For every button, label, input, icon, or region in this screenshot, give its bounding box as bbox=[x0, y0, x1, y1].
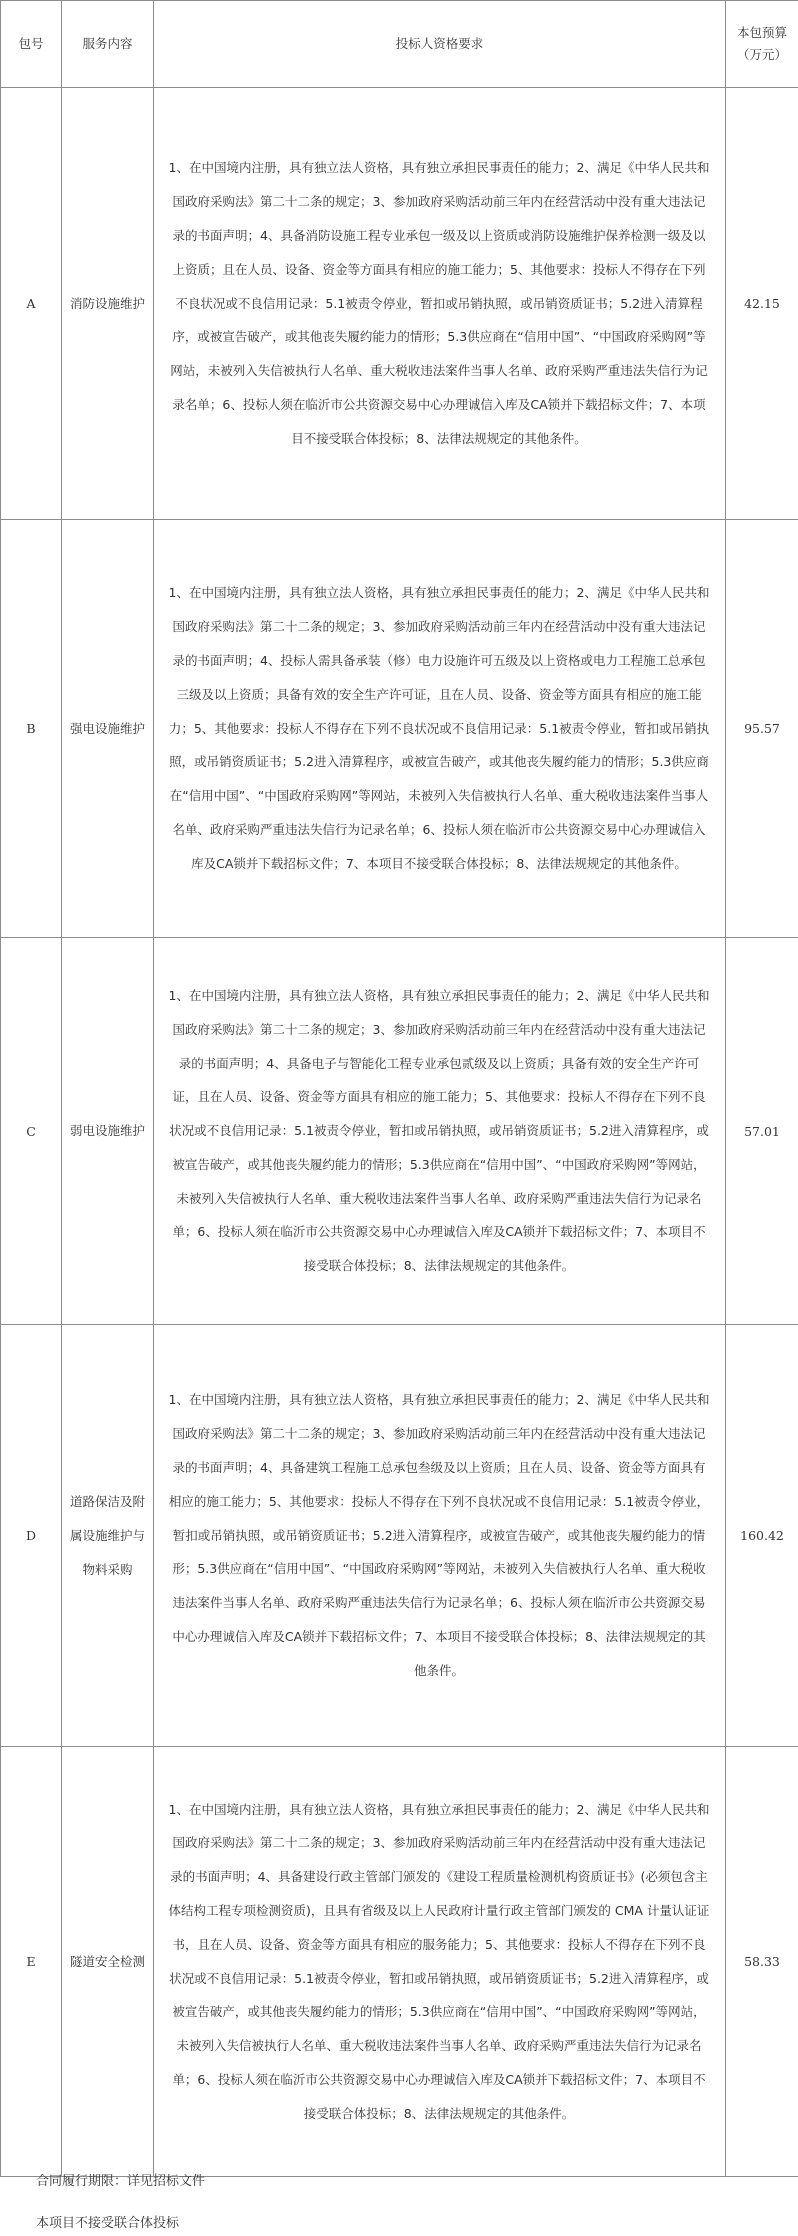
budget-cell: 57.01 bbox=[726, 938, 798, 1325]
table-row bbox=[1, 1747, 798, 2177]
service-cell: 隧道安全检测 bbox=[62, 1747, 154, 2177]
header-pkg: 包号 bbox=[1, 1, 62, 88]
contract-period-text: 合同履行期限：详见招标文件 bbox=[36, 2174, 206, 2189]
budget-cell: 95.57 bbox=[726, 520, 798, 938]
pkg-cell: E bbox=[1, 1747, 62, 2177]
header-requirements: 投标人资格要求 bbox=[154, 1, 726, 88]
header-budget: 本包预算（万元） bbox=[726, 1, 798, 88]
budget-cell: 58.33 bbox=[726, 1747, 798, 2177]
table-row bbox=[1, 520, 798, 938]
pkg-cell: B bbox=[1, 520, 62, 938]
header-service: 服务内容 bbox=[62, 1, 154, 88]
pkg-cell: A bbox=[1, 88, 62, 520]
budget-cell: 42.15 bbox=[726, 88, 798, 520]
service-cell: 弱电设施维护 bbox=[62, 938, 154, 1325]
requirements-cell: 1、在中国境内注册，具有独立法人资格，具有独立承担民事责任的能力；2、满足《中华人民共和国政府采购法》第二十二条的规定；3、参加政府采购活动前三年内在经营活动中没有重大违法记录的书面声明；4、投标人需具备承装（修）电力设施许可五级及以上资格或电力工程施工总承包三级及以上资质；具备有效的安全生产许可证，且在人员、设备、资金等方面具有相应的施工能力；5、其他要求：投标人不得存在下列不良状况或不良信用记录：5.1被责令停业，暂扣或吊销执照，或吊销资质证书；5.2进入清算程序，或被宣告破产，或其他丧失履约能力的情形；5.3供应商在“信用中国”、“中国政府采购网”等网站，未被列入失信被执行人名单、重大税收违法案件当事人名单、政府采购严重违法失信行为记录名单；6、投标人须在临沂市公共资源交易中心办理诚信入库及CA锁并下载招标文件；7、本项目不接受联合体投标；8、法律法规规定的其他条件。 bbox=[154, 520, 726, 938]
service-cell: 强电设施维护 bbox=[62, 520, 154, 938]
requirements-cell: 1、在中国境内注册，具有独立法人资格，具有独立承担民事责任的能力；2、满足《中华人民共和国政府采购法》第二十二条的规定；3、参加政府采购活动前三年内在经营活动中没有重大违法记录的书面声明；4、具备建设行政主管部门颁发的《建设工程质量检测机构资质证书》(必须包含主体结构工程专项检测资质)，且具有省级及以上人民政府计量行政主管部门颁发的 CMA 计量认证证书，且在人员、设备、资金等方面具有相应的服务能力；5、其他要求：投标人不得存在下列不良状况或不良信用记录：5.1被责令停业，暂扣或吊销执照，或吊销资质证书；5.2进入清算程序，或被宣告破产，或其他丧失履约能力的情形；5.3供应商在“信用中国”、“中国政府采购网”等网站，未被列入失信被执行人名单、重大税收违法案件当事人名单、政府采购严重违法失信行为记录名单；6、投标人须在临沂市公共资源交易中心办理诚信入库及CA锁并下载招标文件；7、本项目不接受联合体投标；8、法律法规规定的其他条件。 bbox=[154, 1747, 726, 2177]
requirements-cell: 1、在中国境内注册，具有独立法人资格，具有独立承担民事责任的能力；2、满足《中华人民共和国政府采购法》第二十二条的规定；3、参加政府采购活动前三年内在经营活动中没有重大违法记录的书面声明；4、具备建筑工程施工总承包叁级及以上资质；且在人员、设备、资金等方面具有相应的施工能力；5、其他要求：投标人不得存在下列不良状况或不良信用记录：5.1被责令停业，暂扣或吊销执照，或吊销资质证书；5.2进入清算程序，或被宣告破产，或其他丧失履约能力的情形；5.3供应商在“信用中国”、“中国政府采购网”等网站，未被列入失信被执行人名单、重大税收违法案件当事人名单、政府采购严重违法失信行为记录名单；6、投标人须在临沂市公共资源交易中心办理诚信入库及CA锁并下载招标文件；7、本项目不接受联合体投标；8、法律法规规定的其他条件。 bbox=[154, 1325, 726, 1747]
pkg-cell: C bbox=[1, 938, 62, 1325]
table-row bbox=[1, 88, 798, 520]
table-header-row bbox=[1, 1, 798, 88]
requirements-cell: 1、在中国境内注册，具有独立法人资格，具有独立承担民事责任的能力；2、满足《中华人民共和国政府采购法》第二十二条的规定；3、参加政府采购活动前三年内在经营活动中没有重大违法记录的书面声明；4、具备电子与智能化工程专业承包贰级及以上资质；具备有效的安全生产许可证，且在人员、设备、资金等方面具有相应的施工能力；5、其他要求：投标人不得存在下列不良状况或不良信用记录：5.1被责令停业，暂扣或吊销执照，或吊销资质证书；5.2进入清算程序，或被宣告破产，或其他丧失履约能力的情形；5.3供应商在“信用中国”、“中国政府采购网”等网站，未被列入失信被执行人名单、重大税收违法案件当事人名单、政府采购严重违法失信行为记录名单；6、投标人须在临沂市公共资源交易中心办理诚信入库及CA锁并下载招标文件；7、本项目不接受联合体投标；8、法律法规规定的其他条件。 bbox=[154, 938, 726, 1325]
requirements-cell: 1、在中国境内注册，具有独立法人资格，具有独立承担民事责任的能力；2、满足《中华人民共和国政府采购法》第二十二条的规定；3、参加政府采购活动前三年内在经营活动中没有重大违法记录的书面声明；4、具备消防设施工程专业承包一级及以上资质或消防设施维护保养检测一级及以上资质；且在人员、设备、资金等方面具有相应的施工能力；5、其他要求：投标人不得存在下列不良状况或不良信用记录：5.1被责令停业，暂扣或吊销执照，或吊销资质证书；5.2进入清算程序，或被宣告破产，或其他丧失履约能力的情形；5.3供应商在“信用中国”、“中国政府采购网”等网站，未被列入失信被执行人名单、重大税收违法案件当事人名单、政府采购严重违法失信行为记录名单；6、投标人须在临沂市公共资源交易中心办理诚信入库及CA锁并下载招标文件；7、本项目不接受联合体投标；8、法律法规规定的其他条件。 bbox=[154, 88, 726, 520]
pkg-cell: D bbox=[1, 1325, 62, 1747]
table-row bbox=[1, 938, 798, 1325]
service-cell: 消防设施维护 bbox=[62, 88, 154, 520]
budget-cell: 160.42 bbox=[726, 1325, 798, 1747]
consortium-note: 本项目不接受联合体投标 bbox=[36, 2216, 180, 2231]
service-cell: 道路保洁及附属设施维护与物料采购 bbox=[62, 1325, 154, 1747]
table-row bbox=[1, 1325, 798, 1747]
